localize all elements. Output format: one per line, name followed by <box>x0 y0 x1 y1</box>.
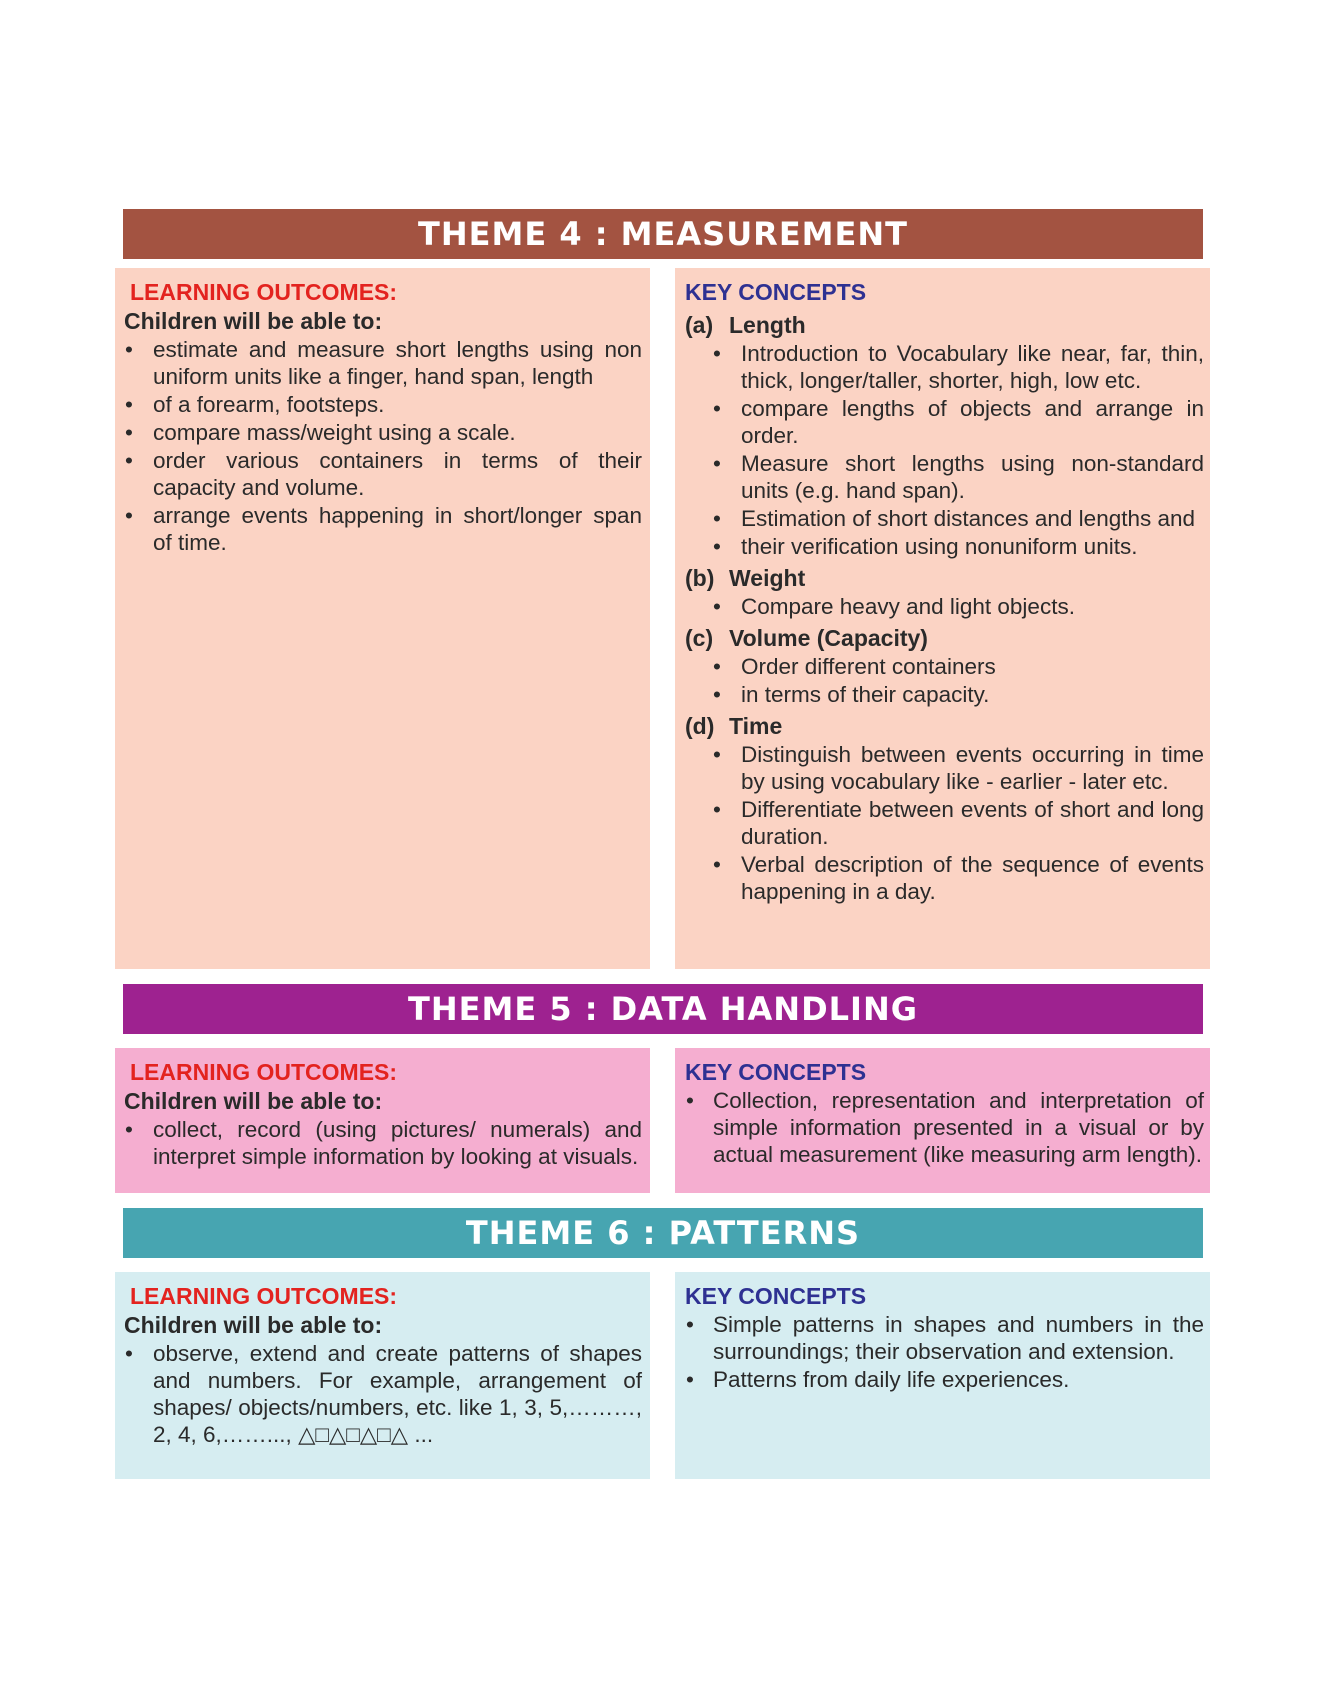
list-item: • Estimation of short distances and lengths and <box>685 505 1204 532</box>
theme4-outcomes-box <box>115 268 650 969</box>
list-item: • Patterns from daily life experiences. <box>685 1366 1204 1393</box>
key-concepts-heading: KEY CONCEPTS <box>685 279 867 305</box>
list-item: • in terms of their capacity. <box>685 681 1204 708</box>
list-item: • Simple patterns in shapes and numbers in the surroundings; their observation and extension. <box>685 1311 1204 1365</box>
key-concepts-heading: KEY CONCEPTS <box>685 1059 867 1085</box>
list-item: • arrange events happening in short/longer span of time. <box>124 502 642 556</box>
list-item: • Order different containers <box>685 653 1204 680</box>
time-list <box>685 741 1204 905</box>
pattern-text: observe, extend and create patterns of shapes and numbers. For example, arrangement of shapes/ objects/numbers, etc. like 1, 3, 5,………, 2, 4, 6,……..., <box>153 1341 642 1447</box>
pattern-ellipsis: ... <box>414 1422 434 1447</box>
list-item: • estimate and measure short lengths using non uniform units like a finger, hand span, length <box>124 336 642 390</box>
section-letter: (d) <box>685 713 715 739</box>
list-item: • of a forearm, footsteps. <box>124 391 642 418</box>
outcomes-list <box>124 1116 642 1170</box>
list-item <box>124 1340 642 1448</box>
list-item: • compare mass/weight using a scale. <box>124 419 642 446</box>
list-item: • Introduction to Vocabulary like near, far, thin, thick, longer/taller, shorter, high, low etc. <box>685 340 1204 394</box>
theme5-concepts-box <box>675 1048 1210 1193</box>
list-item: • their verification using nonuniform units. <box>685 533 1204 560</box>
outcomes-intro: Children will be able to: <box>124 308 383 334</box>
section-heading-volume <box>685 624 1204 653</box>
length-list <box>685 340 1204 560</box>
section-heading-weight <box>685 564 1204 593</box>
list-item: • Collection, representation and interpretation of simple information presented in a visual or by actual measurement (like measuring arm length). <box>685 1087 1204 1168</box>
weight-list <box>685 593 1204 620</box>
list-item: • Differentiate between events of short and long duration. <box>685 796 1204 850</box>
section-letter: (b) <box>685 565 715 591</box>
learning-outcomes-heading: LEARNING OUTCOMES: <box>130 1059 398 1085</box>
section-title: Volume (Capacity) <box>729 625 928 651</box>
section-letter: (a) <box>685 312 714 338</box>
concepts-list <box>685 1311 1204 1393</box>
learning-outcomes-heading: LEARNING OUTCOMES: <box>130 279 398 305</box>
theme5-banner: THEME 5 : DATA HANDLING <box>123 984 1203 1034</box>
section-title: Length <box>729 312 806 338</box>
list-item: • Compare heavy and light objects. <box>685 593 1204 620</box>
outcomes-intro: Children will be able to: <box>124 1088 383 1114</box>
theme6-concepts-box <box>675 1272 1210 1479</box>
section-title: Weight <box>729 565 806 591</box>
concepts-list <box>685 1087 1204 1168</box>
list-item: • Verbal description of the sequence of events happening in a day. <box>685 851 1204 905</box>
theme4-concepts-box <box>675 268 1210 969</box>
outcomes-list <box>124 1340 642 1448</box>
learning-outcomes-heading: LEARNING OUTCOMES: <box>130 1283 398 1309</box>
list-item: • Distinguish between events occurring in time by using vocabulary like - earlier - later etc. <box>685 741 1204 795</box>
theme6-banner: THEME 6 : PATTERNS <box>123 1208 1203 1258</box>
theme5-outcomes-box <box>115 1048 650 1193</box>
theme6-outcomes-box <box>115 1272 650 1479</box>
section-title: Time <box>729 713 783 739</box>
outcomes-intro: Children will be able to: <box>124 1312 383 1338</box>
key-concepts-heading: KEY CONCEPTS <box>685 1283 867 1309</box>
list-item: • Measure short lengths using non-standard units (e.g. hand span). <box>685 450 1204 504</box>
list-item: • compare lengths of objects and arrange in order. <box>685 395 1204 449</box>
section-heading-time <box>685 712 1204 741</box>
triangle-square-pattern-icon: △□△□△□△ <box>298 1422 409 1447</box>
list-item: • order various containers in terms of their capacity and volume. <box>124 447 642 501</box>
volume-list <box>685 653 1204 708</box>
section-heading-length <box>685 311 1204 340</box>
outcomes-list <box>124 336 642 556</box>
list-item: • collect, record (using pictures/ numerals) and interpret simple information by looking at visuals. <box>124 1116 642 1170</box>
section-letter: (c) <box>685 625 714 651</box>
theme4-banner: THEME 4 : MEASUREMENT <box>123 209 1203 259</box>
